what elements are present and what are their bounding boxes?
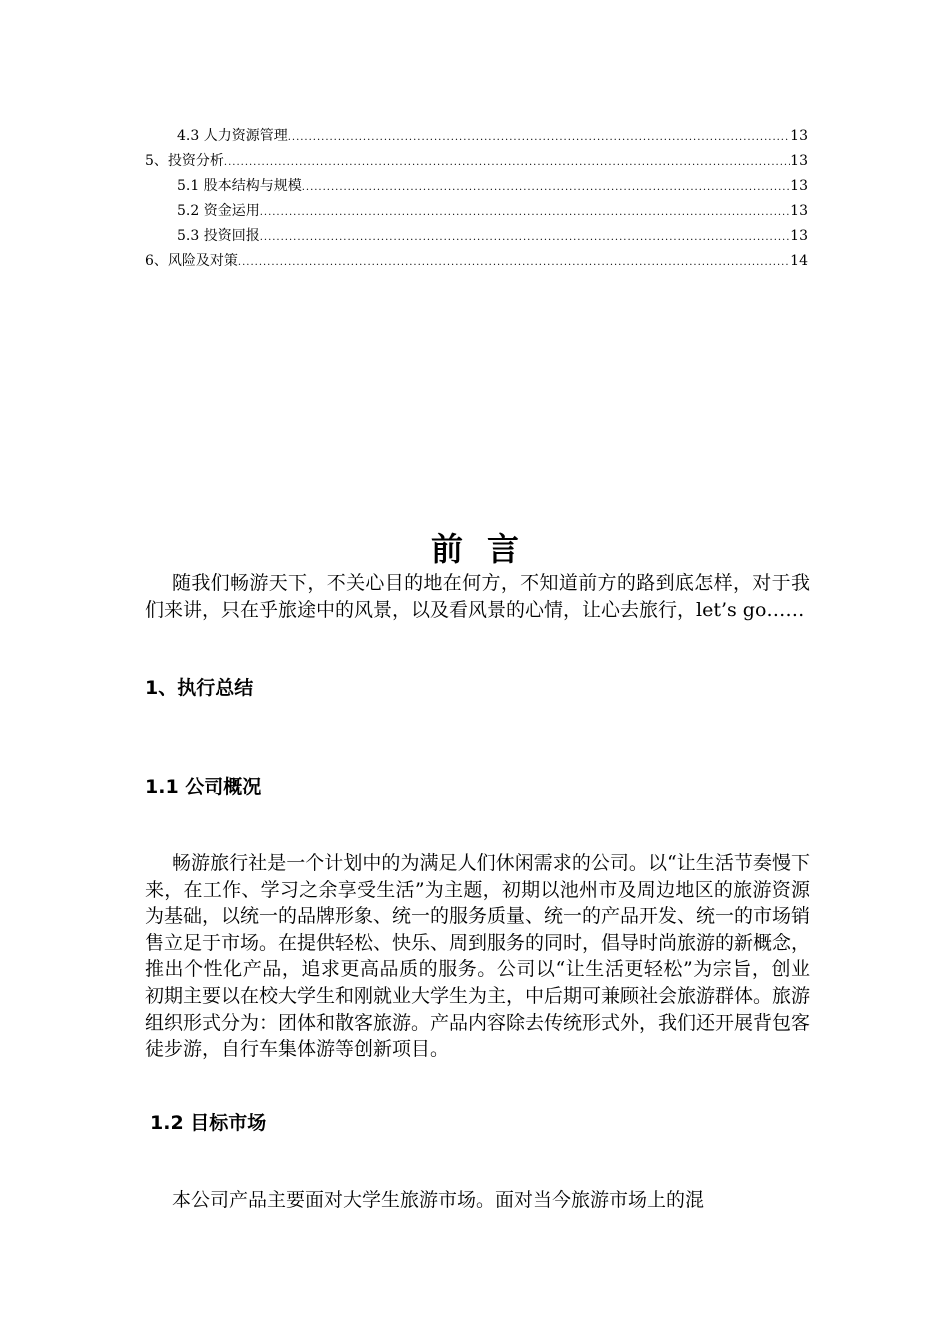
toc-leader-dots — [288, 125, 790, 150]
toc-entry-label: 6、风险及对策 — [145, 253, 238, 269]
toc-entry-6[interactable] — [145, 249, 808, 274]
toc-entry-page: 13 — [790, 153, 808, 169]
toc-leader-dots — [302, 175, 790, 200]
toc-entry-label: 5.3 投资回报 — [177, 228, 260, 244]
toc-entry-5[interactable] — [145, 149, 808, 174]
target-market-paragraph: 本公司产品主要面对大学生旅游市场。面对当今旅游市场上的混 — [172, 1189, 705, 1211]
toc-entry-label: 5.2 资金运用 — [177, 203, 260, 219]
toc-leader-dots — [224, 150, 790, 175]
toc-entry-page: 13 — [790, 228, 808, 244]
toc-leader-dots — [238, 250, 790, 275]
toc-entry-page: 13 — [790, 128, 808, 144]
toc-entry-page: 13 — [790, 178, 808, 194]
toc-entry-label: 4.3 人力资源管理 — [177, 128, 288, 144]
toc-entry-label: 5、投资分析 — [145, 153, 224, 169]
toc-entry-page: 14 — [790, 253, 808, 269]
table-of-contents — [145, 124, 808, 274]
toc-leader-dots — [260, 200, 790, 225]
section-1-2-heading: 1.2 目标市场 — [150, 1112, 267, 1134]
toc-entry-4-3[interactable] — [145, 124, 808, 149]
toc-leader-dots — [260, 225, 790, 250]
toc-entry-5-2[interactable] — [145, 199, 808, 224]
toc-entry-label: 5.1 股本结构与规模 — [177, 178, 302, 194]
preface-paragraph: 随我们畅游天下，不关心目的地在何方，不知道前方的路到底怎样，对于我们来讲，只在乎旅途中的风景，以及看风景的心情，让心去旅行，let’s go…… — [145, 572, 810, 621]
toc-entry-5-3[interactable] — [145, 224, 808, 249]
toc-entry-5-1[interactable] — [145, 174, 808, 199]
section-1-heading: 1、执行总结 — [145, 677, 254, 699]
company-overview-paragraph: 畅游旅行社是一个计划中的为满足人们休闲需求的公司。以“让生活节奏慢下来，在工作、学习之余享受生活”为主题，初期以池州市及周边地区的旅游资源为基础，以统一的品牌形象、统一的服务质量、统一的产品开发、统一的市场销售立足于市场。在提供轻松、快乐、周到服务的同时，倡导时尚旅游的新概念，推出个性化产品，追求更高品质的服务。公司以“让生活更轻松”为宗旨，创业初期主要以在校大学生和刚就业大学生为主，中后期可兼顾社会旅游群体。旅游组织形式分为：团体和散客旅游。产品内容除去传统形式外，我们还开展背包客徒步游，自行车集体游等创新项目。 — [145, 852, 811, 1061]
section-1-1-heading: 1.1 公司概况 — [145, 776, 262, 798]
toc-entry-page: 13 — [790, 203, 808, 219]
preface-title: 前言 — [430, 530, 543, 568]
